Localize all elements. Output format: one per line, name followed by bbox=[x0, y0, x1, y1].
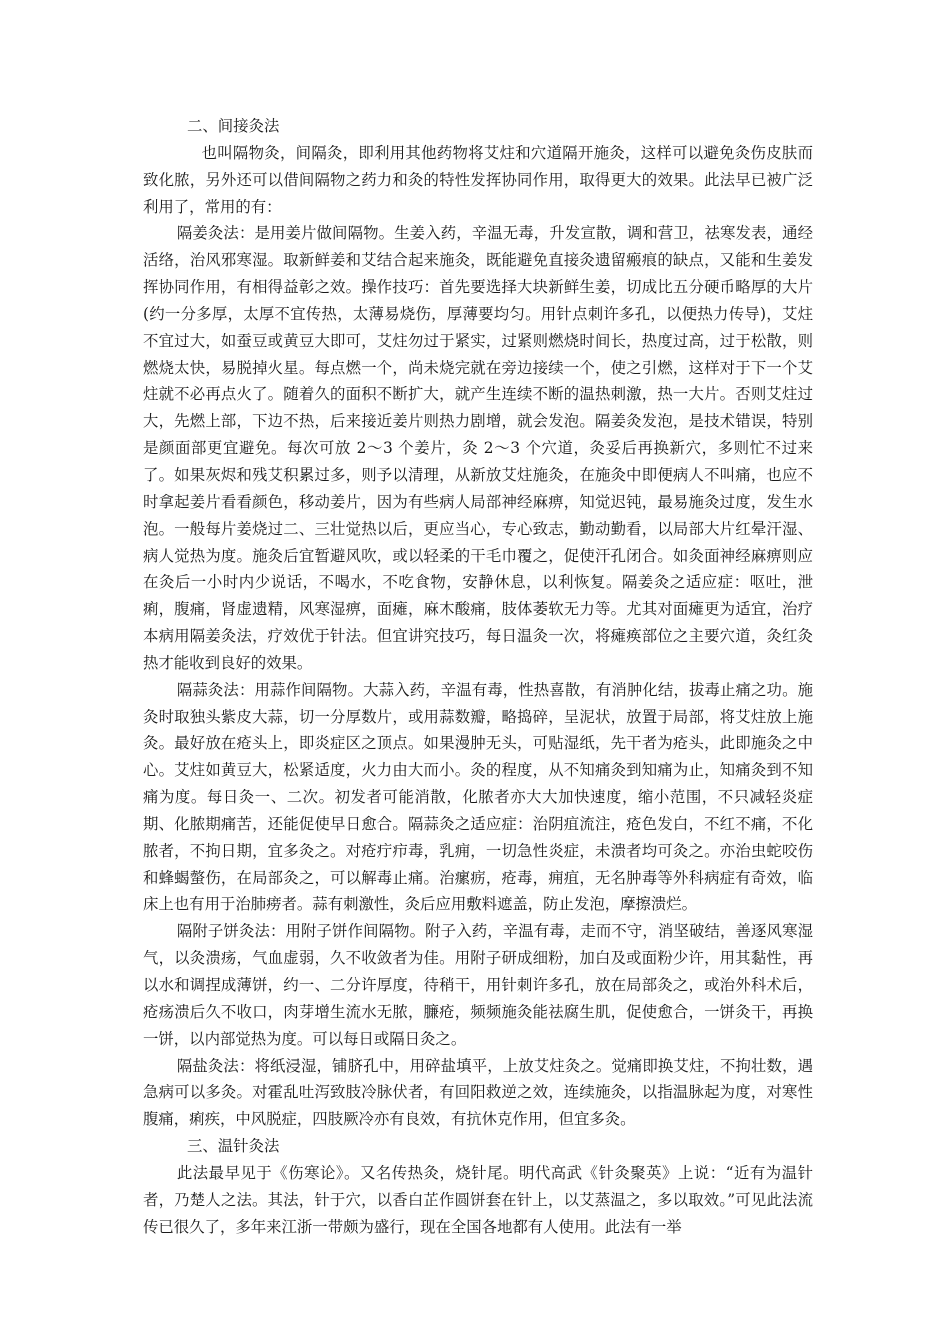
paragraph-garlic-moxibustion: 隔蒜灸法：用蒜作间隔物。大蒜入药，辛温有毒，性热喜散，有消肿化结，拔毒止痛之功。施灸时取独头紫皮大蒜，切一分厚数片，或用蒜数瓣，略捣碎，呈泥状，放置于局部，将艾炷放上施灸。最好放在疮头上，即炎症区之顶点。如果漫肿无头，可贴湿纸，先干者为疮头，此即施灸之中心。艾炷如黄豆大，松紧适度，火力由大而小。灸的程度，从不知痛灸到知痛为止，知痛灸到不知痛为度。每日灸一、二次。初发者可能消散，化脓者亦大大加快速度，缩小范围，不只减轻炎症期、化脓期痛苦，还能促使早日愈合。隔蒜灸之适应症：治阴疽流注，疮色发白，不红不痛，不化脓者，不拘日期，宜多灸之。对疮疔疖毒，乳痈，一切急性炎症，未溃者均可灸之。亦治虫蛇咬伤和蜂蝎螫伤，在局部灸之，可以解毒止痛。治瘰疬，疮毒，痈疽，无名肿毒等外科病症有奇效，临床上也有用于治肺痨者。蒜有刺激性，灸后应用敷料遮盖，防止发泡，摩擦溃烂。 bbox=[143, 680, 813, 914]
document-page bbox=[143, 113, 813, 1240]
paragraph-warm-needle: 此法最早见于《伤寒论》。又名传热灸，烧针尾。明代高武《针灸聚英》上说：“近有为温针者，乃楚人之法。其法，针于穴，以香白芷作圆饼套在针上，以艾蒸温之，多以取效。”可见此法流传已很久了，多年来江浙一带颇为盛行，现在全国各地都有人使用。此法有一举 bbox=[143, 1163, 813, 1236]
paragraph-aconite-cake-moxibustion: 隔附子饼灸法：用附子饼作间隔物。附子入药，辛温有毒，走而不守，消坚破结，善逐风寒湿气，以灸溃疡，气血虚弱，久不收敛者为佳。用附子研成细粉，加白及或面粉少许，用其黏性，再以水和调捏成薄饼，约一、二分许厚度，待稍干，用针刺许多孔，放在局部灸之，或治外科术后，疮疡溃后久不收口，肉芽增生流水无脓，臁疮，频频施灸能祛腐生肌，促使愈合，一饼灸干，再换一饼，以内部觉热为度。可以每日或隔日灸之。 bbox=[143, 922, 813, 1048]
section-heading-warm-needle: 三、温针灸法 bbox=[187, 1137, 280, 1156]
paragraph-ginger-moxibustion: 隔姜灸法：是用姜片做间隔物。生姜入药，辛温无毒，升发宣散，调和营卫，祛寒发表，通经活络，治风邪寒湿。取新鲜姜和艾结合起来施灸，既能避免直接灸遗留瘢痕的缺点，又能和生姜发挥协同作用，有相得益彰之效。操作技巧：首先要选择大块新鲜生姜，切成比五分硬币略厚的大片(约一分多厚，太厚不宜传热，太薄易烧伤，厚薄要均匀。用针点刺许多孔，以便热力传导)，艾炷不宜过大，如蚕豆或黄豆大即可，艾炷勿过于紧实，过紧则燃烧时间长，热度过高，过于松散，则燃烧太快，易脱掉火星。每点燃一个，尚未烧完就在旁边接续一个，使之引燃，这样对于下一个艾炷就不必再点火了。随着久的面积不断扩大，就产生连续不断的温热刺激，热一大片。否则艾炷过大，先燃上部，下边不热，后来接近姜片则热力剧增，就会发泡。隔姜灸发泡，是技术错误，特别是颜面部更宜避免。每次可放 2～3 个姜片，灸 2～3 个穴道，灸妥后再换新穴，多则忙不过来了。如果灰烬和残艾积累过多，则予以清理，从新放艾炷施灸，在施灸中即便病人不叫痛，也应不时拿起姜片看看颜色，移动姜片，因为有些病人局部神经麻痹，知觉迟钝，最易施灸过度，发生水泡。一般每片姜烧过二、三壮觉热以后，更应当心，专心致志，勤动勤看，以局部大片红晕汗湿、病人觉热为度。施灸后宜暂避风吹，或以轻柔的干毛巾覆之，促使汗孔闭合。如灸面神经麻痹则应在灸后一小时内少说话，不喝水，不吃食物，安静休息，以利恢复。隔姜灸之适应症：呕吐，泄痢，腹痛，肾虚遗精，风寒湿痹，面瘫，麻木酸痛，肢体萎软无力等。尤其对面瘫更为适宜，治疗本病用隔姜灸法，疗效优于针法。但宜讲究技巧，每日温灸一次，将瘫痪部位之主要穴道，灸红灸热才能收到良好的效果。 bbox=[143, 224, 813, 672]
section-heading-indirect-moxibustion: 二、间接灸法 bbox=[187, 117, 280, 135]
paragraph-intro: 也叫隔物灸，间隔灸，即利用其他药物将艾炷和穴道隔开施灸，这样可以避免灸伤皮肤而致化脓，另外还可以借间隔物之药力和灸的特性发挥协同作用，取得更大的效果。此法早已被广泛利用了，常用的有： bbox=[143, 143, 813, 216]
paragraph-salt-moxibustion: 隔盐灸法：将纸浸湿，铺脐孔中，用碎盐填平，上放艾炷灸之。觉痛即换艾炷，不拘壮数，遇急病可以多灸。对霍乱吐泻致肢冷脉伏者，有回阳救逆之效，连续施灸，以指温脉起为度，对寒性腹痛，痢疾，中风脱症，四肢厥冷亦有良效，有抗休克作用，但宜多灸。 bbox=[143, 1056, 813, 1129]
